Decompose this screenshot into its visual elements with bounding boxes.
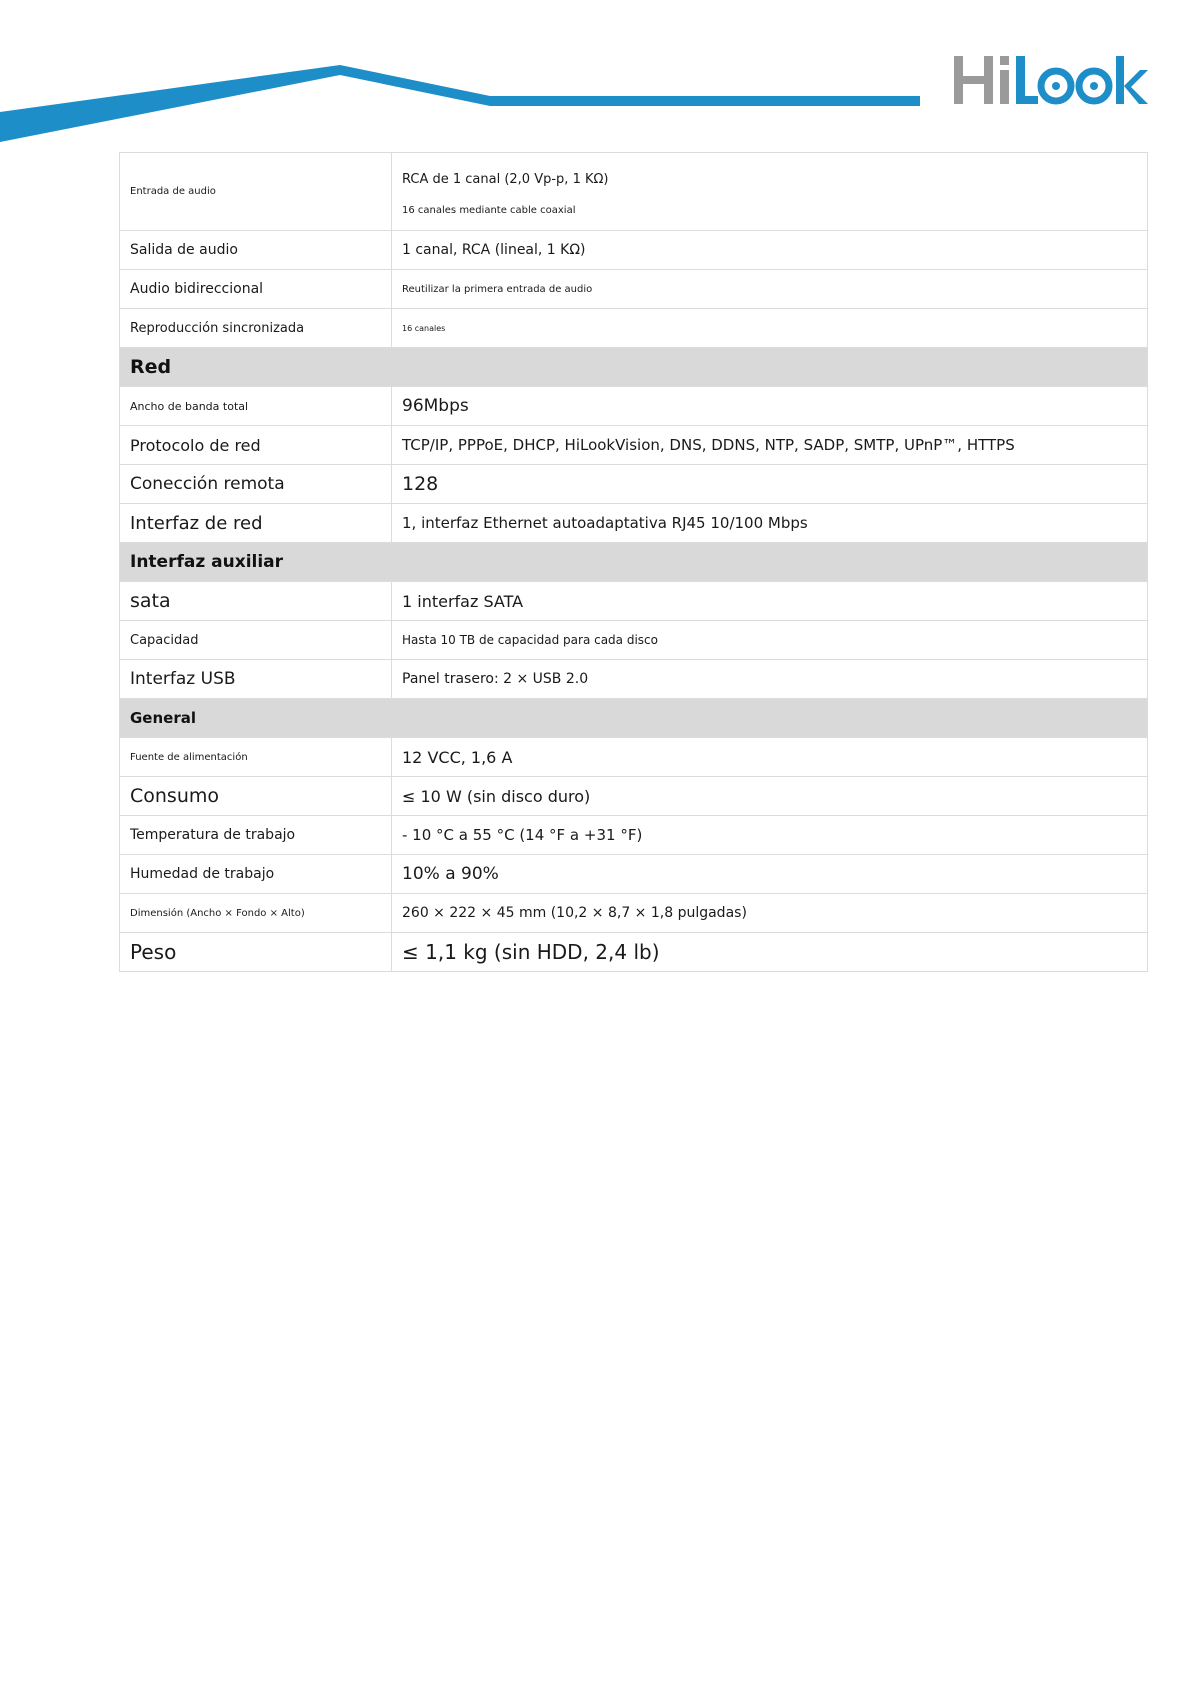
section-header-interfaz-auxiliar [120,543,1148,582]
row-value: ≤ 10 W (sin disco duro) [392,777,1148,816]
row-label: Fuente de alimentación [120,738,392,777]
row-label: Consumo [120,777,392,816]
table-row [120,309,1148,348]
row-value: TCP/IP, PPPoE, DHCP, HiLookVision, DNS, DDNS, NTP, SADP, SMTP, UPnP™, HTTPS [392,426,1148,465]
table-row [120,855,1148,894]
row-label: Entrada de audio [120,153,392,231]
table-row [120,153,1148,231]
row-value-line: 16 canales mediante cable coaxial [402,204,576,216]
table-row [120,660,1148,699]
table-row [120,582,1148,621]
table-row [120,270,1148,309]
row-label: Dimensión (Ancho × Fondo × Alto) [120,894,392,933]
row-value: Hasta 10 TB de capacidad para cada disco [392,621,1148,660]
table-row [120,231,1148,270]
table-row [120,387,1148,426]
section-header-general [120,699,1148,738]
row-value: 16 canales [392,309,1148,348]
table-row [120,465,1148,504]
table-row [120,426,1148,465]
row-label: sata [120,582,392,621]
row-label: Salida de audio [120,231,392,270]
row-label: Audio bidireccional [120,270,392,309]
table-row [120,621,1148,660]
spec-table [119,152,1148,972]
row-value: 128 [392,465,1148,504]
row-label: Conección remota [120,465,392,504]
row-label: Reproducción sincronizada [120,309,392,348]
row-value-line: RCA de 1 canal (2,0 Vp-p, 1 KΩ) [402,171,609,187]
table-row [120,933,1148,972]
row-value: 1 interfaz SATA [392,582,1148,621]
table-row [120,504,1148,543]
row-value: Reutilizar la primera entrada de audio [392,270,1148,309]
section-header-red [120,348,1148,387]
row-value: 260 × 222 × 45 mm (10,2 × 8,7 × 1,8 pulgadas) [392,894,1148,933]
section-title: General [120,699,1148,738]
section-title: Red [120,348,1148,387]
row-label: Capacidad [120,621,392,660]
row-value: 1, interfaz Ethernet autoadaptativa RJ45 10/100 Mbps [392,504,1148,543]
table-row [120,738,1148,777]
row-label: Interfaz de red [120,504,392,543]
row-value: Panel trasero: 2 × USB 2.0 [392,660,1148,699]
hilook-logo [952,50,1148,108]
table-row [120,816,1148,855]
row-label: Interfaz USB [120,660,392,699]
row-value: 10% a 90% [392,855,1148,894]
row-value: - 10 °C a 55 °C (14 °F a +31 °F) [392,816,1148,855]
row-label: Peso [120,933,392,972]
row-label: Protocolo de red [120,426,392,465]
table-row [120,777,1148,816]
row-label: Ancho de banda total [120,387,392,426]
row-value: 96Mbps [392,387,1148,426]
section-title: Interfaz auxiliar [120,543,1148,582]
row-value: 1 canal, RCA (lineal, 1 KΩ) [392,231,1148,270]
row-label: Humedad de trabajo [120,855,392,894]
row-value: ≤ 1,1 kg (sin HDD, 2,4 lb) [392,933,1148,972]
row-value: 12 VCC, 1,6 A [392,738,1148,777]
table-row [120,894,1148,933]
row-value [392,153,1148,231]
row-label: Temperatura de trabajo [120,816,392,855]
